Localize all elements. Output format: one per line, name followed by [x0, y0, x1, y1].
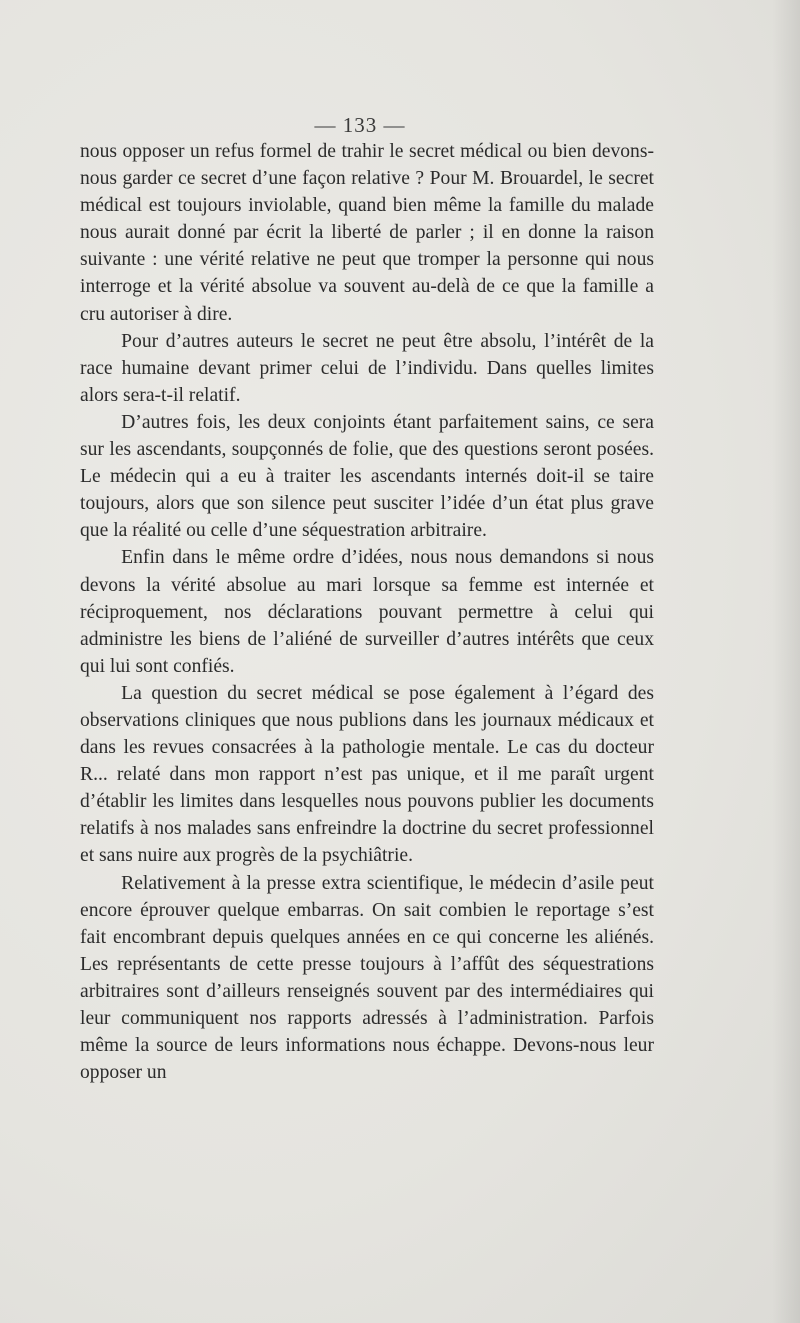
paragraph-5: La question du secret médical se pose également à l’égard des observations cliniques que nous publions dans les journaux médicaux et dans les revues consacrées à la pathologie mentale. Le cas du docteur R... relaté dans mon rapport n’est pas unique, et il me paraît urgent d’établir les limites dans lesquelles nous pouvons publier les documents relatifs à nos malades sans enfreindre la doctrine du secret professionnel et sans nuire aux progrès de la psychiâtrie.: [80, 682, 654, 867]
paragraph-3: D’autres fois, les deux conjoints étant parfaitement sains, ce sera sur les ascendants, soupçonnés de folie, que des questions seront posées. Le médecin qui a eu à traiter les ascendants internés doit-il se taire toujours, alors que son silence peut susciter l’idée d’un état plus grave que la réalité ou celle d’une séquestration arbitraire.: [80, 411, 654, 542]
paragraph-1: nous opposer un refus formel de trahir le secret médical ou bien devons-nous garder ce secret d’une façon relative ? Pour M. Brouardel, le secret médical est toujours inviolable, quand bien même la famille du malade nous aurait donné par écrit la liberté de parler ; il en donne la raison suivante : une vérité relative ne peut que tromper la personne qui nous interroge et la vérité absolue va souvent au-delà de ce que la famille a cru autoriser à dire.: [80, 141, 654, 325]
body-text: [80, 138, 654, 1086]
paragraph-2: Pour d’autres auteurs le secret ne peut être absolu, l’intérêt de la race humaine devant primer celui de l’individu. Dans quelles limites alors sera-t-il relatif.: [80, 330, 654, 406]
page-number: — 133 —: [314, 113, 406, 137]
paragraph-6: Relativement à la presse extra scientifique, le médecin d’asile peut encore éprouver quelque embarras. On sait combien le reportage s’est fait encombrant depuis quelques années en ce qui concerne les aliénés. Les représentants de cette presse toujours à l’affût des séquestrations arbitraires sont d’ailleurs renseignés souvent par des intermédiaires qui leur communiquent nos rapports adressés à l’administration. Parfois même la source de leurs informations nous échappe. Devons-nous leur opposer un: [80, 872, 654, 1084]
paragraph-4: Enfin dans le même ordre d’idées, nous nous demandons si nous devons la vérité absolue au mari lorsque sa femme est internée et réciproquement, nos déclarations pouvant permettre à celui qui administre les biens de l’aliéné de surveiller d’autres intérêts que ceux qui lui sont confiés.: [80, 547, 654, 677]
page-edge-shadow: [772, 0, 800, 1323]
